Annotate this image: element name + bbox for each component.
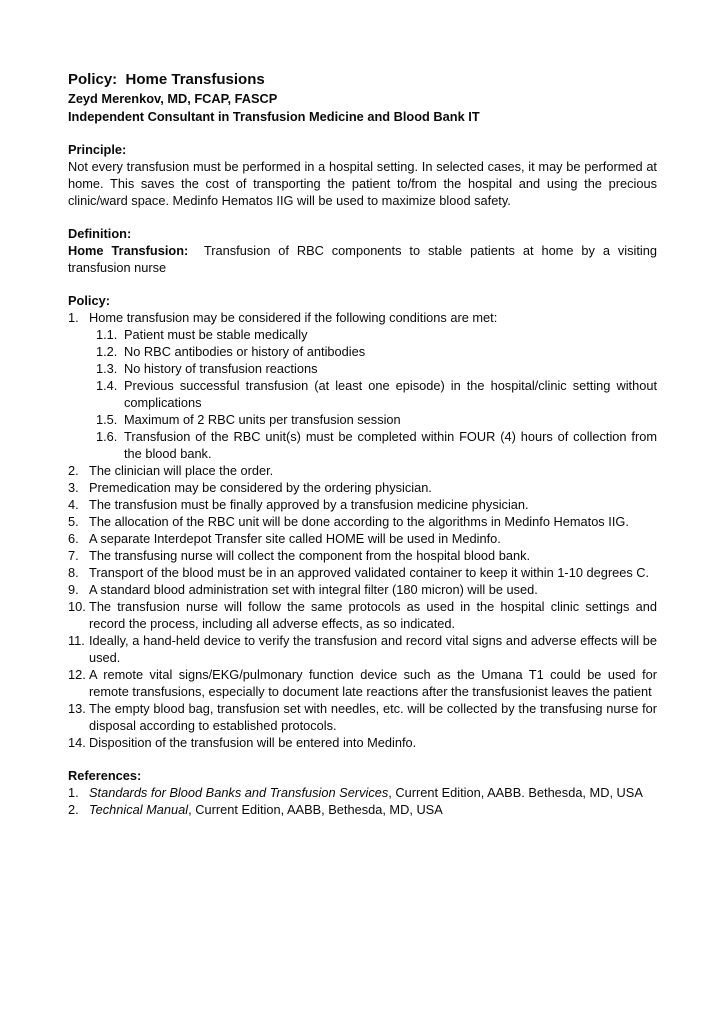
item-text: Transport of the blood must be in an approved validated container to keep it within 1-10 degrees C. [89,565,650,580]
reference-rest: , Current Edition, AABB, Bethesda, MD, USA [188,802,443,817]
subitem-number: 1.5. [96,412,118,427]
principle-body: Not every transfusion must be performed in a hospital setting. In selected cases, it may be performed at home. This saves the cost of transporting the patient to/from the hospital and using the precious clinic/ward space. Medinfo Hematos IIG will be used to maximize blood safety. [68,159,657,208]
item-number: 12. [68,667,86,682]
subitem-text: No RBC antibodies or history of antibodies [124,344,366,359]
item-number: 11. [68,633,85,648]
policy-item-1 [68,309,657,326]
item-number: 2. [68,463,79,478]
item-text: The transfusion nurse will follow the same protocols as used in the hospital clinic settings and record the process, including all adverse effects, as so indicated. [89,599,657,631]
subitem-text: Transfusion of the RBC unit(s) must be completed within FOUR (4) hours of collection from the blood bank. [124,429,657,461]
subitem-number: 1.4. [96,378,118,393]
policy-subitem-1-6 [96,428,657,462]
definition-text: Transfusion of RBC components to stable patients at home by a visiting transfusion nurse [68,243,657,275]
policy-subitem-1-3 [96,360,657,377]
policy-item-3 [68,479,657,496]
policy-item-11 [68,632,657,666]
item-number: 2. [68,802,79,817]
policy-item-6 [68,530,657,547]
item-text: The allocation of the RBC unit will be done according to the algorithms in Medinfo Hematos IIG. [89,514,629,529]
document-title: Policy: Home Transfusions [68,71,265,88]
subitem-number: 1.2. [96,344,118,359]
item-number: 9. [68,582,79,597]
policy-subitem-1-4 [96,377,657,411]
reference-item-1 [68,784,657,801]
reference-title: Standards for Blood Banks and Transfusion Services [89,785,389,800]
item-number: 8. [68,565,79,580]
document-page [68,70,657,818]
item-number: 7. [68,548,79,563]
subitem-number: 1.3. [96,361,118,376]
item-text: Premedication may be considered by the ordering physician. [89,480,432,495]
item-text: The transfusing nurse will collect the component from the hospital blood bank. [89,548,531,563]
subitem-text: Patient must be stable medically [124,327,308,342]
policy-subitem-1-5 [96,411,657,428]
item-number: 6. [68,531,79,546]
policy-item-5 [68,513,657,530]
policy-subitem-1-2 [96,343,657,360]
references-section [68,767,657,818]
item-number: 4. [68,497,79,512]
policy-item-8 [68,564,657,581]
policy-item-4 [68,496,657,513]
item-number: 1. [68,785,79,800]
reference-text [89,801,657,818]
principle-heading: Principle: [68,142,127,157]
subitem-number: 1.6. [96,429,118,444]
subitem-text: Previous successful transfusion (at least one episode) in the hospital/clinic setting without complications [124,378,657,410]
item-text: The transfusion must be finally approved by a transfusion medicine physician. [89,497,529,512]
item-text: A separate Interdepot Transfer site called HOME will be used in Medinfo. [89,531,501,546]
item-text: Home transfusion may be considered if the following conditions are met: [89,310,498,325]
subitem-text: No history of transfusion reactions [124,361,318,376]
reference-title: Technical Manual [89,802,189,817]
definition-section [68,225,657,276]
item-number: 1. [68,310,79,325]
author-name: Zeyd Merenkov, MD, FCAP, FASCP [68,91,278,106]
item-text: A remote vital signs/EKG/pulmonary function device such as the Umana T1 could be used for remote transfusions, especially to document late reactions after the transfusionist leaves the patient [89,667,657,699]
policy-item-2 [68,462,657,479]
policy-subitem-1-1 [96,326,657,343]
reference-text [89,784,657,801]
policy-item-10 [68,598,657,632]
author-role: Independent Consultant in Transfusion Medicine and Blood Bank IT [68,109,480,124]
policy-item-7 [68,547,657,564]
references-heading: References: [68,768,142,783]
item-number: 10. [68,599,86,614]
policy-item-14 [68,734,657,751]
policy-heading: Policy: [68,293,110,308]
item-text: A standard blood administration set with integral filter (180 micron) will be used. [89,582,538,597]
principle-section [68,141,657,209]
item-text: The clinician will place the order. [89,463,274,478]
policy-list [68,309,657,751]
item-number: 3. [68,480,79,495]
definition-heading: Definition: [68,226,132,241]
policy-item-9 [68,581,657,598]
subitem-number: 1.1. [96,327,118,342]
item-text: Disposition of the transfusion will be entered into Medinfo. [89,735,417,750]
policy-item-13 [68,700,657,734]
item-number: 14. [68,735,86,750]
item-text: The empty blood bag, transfusion set with needles, etc. will be collected by the transfusing nurse for disposal according to established protocols. [89,701,657,733]
subitem-text: Maximum of 2 RBC units per transfusion session [124,412,401,427]
references-list [68,784,657,818]
definition-body [68,242,657,276]
policy-section [68,292,657,751]
item-number: 5. [68,514,79,529]
reference-item-2 [68,801,657,818]
policy-item-12 [68,666,657,700]
definition-term: Home Transfusion: [68,243,189,258]
item-text: Ideally, a hand-held device to verify the transfusion and record vital signs and adverse effects will be used. [89,633,657,665]
item-number: 13. [68,701,86,716]
reference-rest: , Current Edition, AABB. Bethesda, MD, USA [388,785,643,800]
